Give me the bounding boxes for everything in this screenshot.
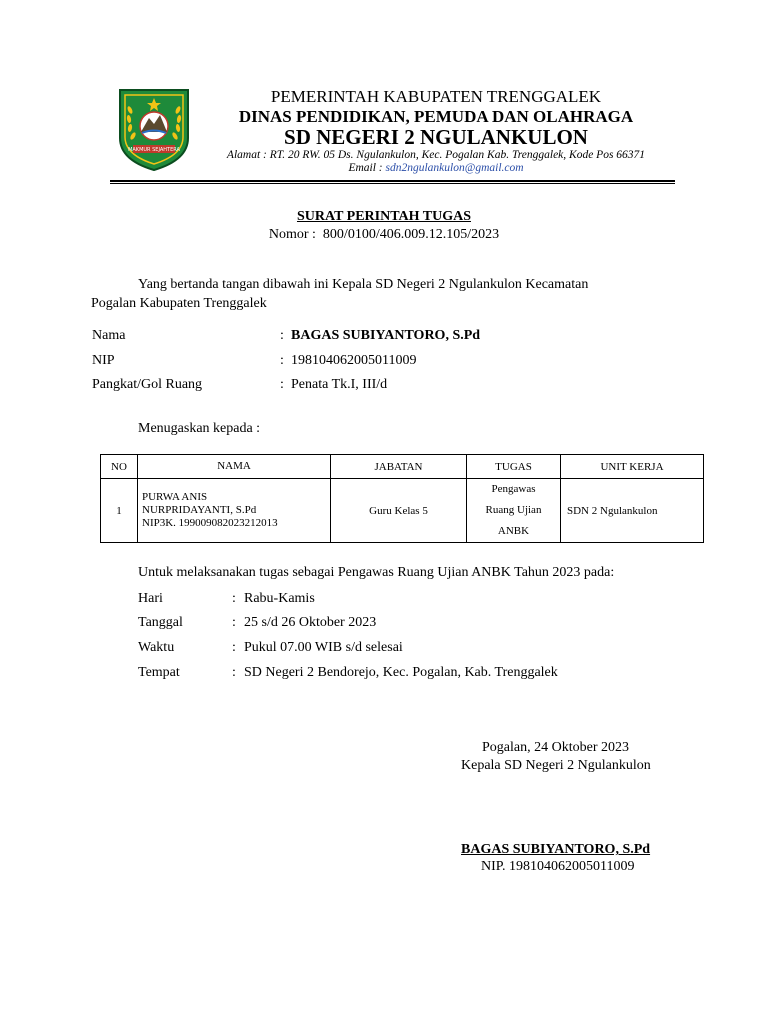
email-link[interactable]: sdn2ngulankulon@gmail.com xyxy=(385,162,524,174)
letterhead-government: PEMERINTAH KABUPATEN TRENGGALEK xyxy=(270,87,602,106)
signer-rank-colon: : xyxy=(280,377,284,392)
letterhead-school: SD NEGERI 2 NGULANKULON xyxy=(284,125,588,149)
table-row xyxy=(101,479,704,543)
signer-rank-value: Penata Tk.I, III/d xyxy=(291,377,388,392)
signature-position: Kepala SD Negeri 2 Ngulankulon xyxy=(461,758,651,773)
signature-place-date: Pogalan, 24 Oktober 2023 xyxy=(482,740,629,755)
nama-line-1: PURWA ANIS xyxy=(142,491,208,503)
schedule-day-value: Rabu-Kamis xyxy=(244,591,315,606)
cell-tugas xyxy=(467,479,561,543)
schedule-date-value: 25 s/d 26 Oktober 2023 xyxy=(244,615,377,630)
letterhead-rule-thin xyxy=(110,183,675,184)
logo-banner-text: MAKMUR SEJAHTERA xyxy=(128,147,180,153)
signer-rank-label: Pangkat/Gol Ruang xyxy=(92,377,203,392)
letterhead-email xyxy=(186,162,686,174)
header-tugas: TUGAS xyxy=(467,455,561,479)
schedule-date-label: Tanggal xyxy=(138,615,183,630)
cell-jabatan: Guru Kelas 5 xyxy=(331,479,467,543)
schedule-day-label: Hari xyxy=(138,591,163,606)
tugas-line-3: ANBK xyxy=(497,525,530,537)
header-unit-kerja: UNIT KERJA xyxy=(561,455,704,479)
assignment-table xyxy=(100,454,704,543)
schedule-time-label: Waktu xyxy=(138,640,175,655)
tugas-line-1: Pengawas xyxy=(491,483,536,495)
schedule-time-colon: : xyxy=(232,640,236,655)
header-no: NO xyxy=(101,455,138,479)
email-label: Email : xyxy=(348,162,386,174)
signer-nip-colon: : xyxy=(280,353,284,368)
nama-line-3: NIP3K. 199009082023212013 xyxy=(142,517,278,529)
signer-nip-label: NIP xyxy=(92,353,115,368)
letterhead-agency: DINAS PENDIDIKAN, PEMUDA DAN OLAHRAGA xyxy=(238,107,634,126)
cell-no: 1 xyxy=(101,479,138,543)
header-jabatan: JABATAN xyxy=(331,455,467,479)
letterhead-rule-thick xyxy=(110,180,675,182)
cell-nama xyxy=(138,479,331,543)
regency-logo xyxy=(116,86,192,172)
document-number: Nomor : 800/0100/406.009.12.105/2023 xyxy=(268,227,500,242)
assign-text: Menugaskan kepada : xyxy=(138,421,261,436)
signer-name-colon: : xyxy=(280,328,284,343)
signer-nip-value: 198104062005011009 xyxy=(291,353,417,368)
signature-name: BAGAS SUBIYANTORO, S.Pd xyxy=(461,842,651,857)
schedule-place-value: SD Negeri 2 Bendorejo, Kec. Pogalan, Kab. Trenggalek xyxy=(244,665,558,680)
table-header-row xyxy=(101,455,704,479)
intro-line-1: Yang bertanda tangan dibawah ini Kepala SD Negeri 2 Ngulankulon Kecamatan xyxy=(138,277,589,292)
signature-nip: NIP. 198104062005011009 xyxy=(481,859,635,874)
schedule-place-label: Tempat xyxy=(138,665,180,680)
letterhead-address: Alamat : RT. 20 RW. 05 Ds. Ngulankulon, Kec. Pogalan Kab. Trenggalek, Kode Pos 66371 xyxy=(226,149,646,161)
intro-line-2: Pogalan Kabupaten Trenggalek xyxy=(91,296,267,311)
schedule-day-colon: : xyxy=(232,591,236,606)
nama-line-2: NURPRIDAYANTI, S.Pd xyxy=(142,504,257,516)
purpose-text: Untuk melaksanakan tugas sebagai Pengawas Ruang Ujian ANBK Tahun 2023 pada: xyxy=(138,565,615,580)
schedule-date-colon: : xyxy=(232,615,236,630)
schedule-time-value: Pukul 07.00 WIB s/d selesai xyxy=(244,640,403,655)
tugas-line-2: Ruang Ujian xyxy=(485,504,542,516)
header-nama: NAMA xyxy=(138,455,331,479)
schedule-place-colon: : xyxy=(232,665,236,680)
signer-name-value: BAGAS SUBIYANTORO, S.Pd xyxy=(291,328,481,343)
cell-unit-kerja: SDN 2 Ngulankulon xyxy=(561,479,704,543)
document-title: SURAT PERINTAH TUGAS xyxy=(296,209,471,224)
signer-name-label: Nama xyxy=(92,328,126,343)
